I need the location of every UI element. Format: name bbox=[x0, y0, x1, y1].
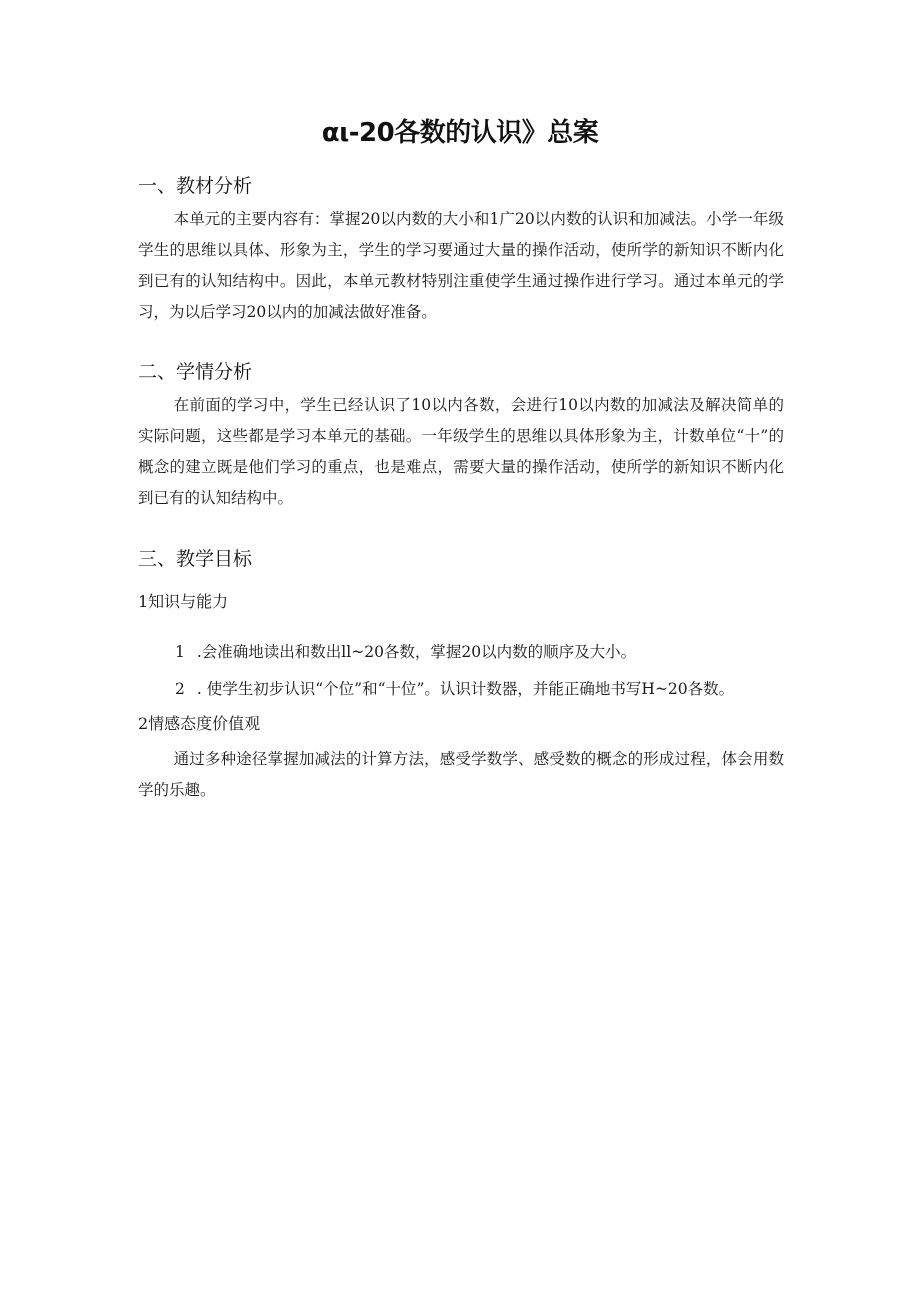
section-heading-student-analysis: 二、学情分析 bbox=[138, 361, 253, 383]
list-item-number: 1 bbox=[175, 643, 185, 661]
list-item bbox=[175, 638, 795, 666]
section-heading-textbook-analysis: 一、教材分析 bbox=[138, 175, 253, 197]
section-paragraph-textbook-analysis: 本单元的主要内容有：掌握20以内数的大小和1广20以内数的认识和加减法。小学一年级学生的思维以具体、形象为主，学生的学习要通过大量的操作活动，使所学的新知识不断内化到已有的认知结构中。因此，本单元教材特别注重使学生通过操作进行学习。通过本单元的学习，为以后学习20以内的加减法做好准备。 bbox=[138, 210, 784, 321]
subheading-knowledge-ability: 1知识与能力 bbox=[138, 592, 229, 611]
document-title: αι-20各数的认识》总案 bbox=[321, 118, 599, 148]
list-item bbox=[175, 675, 795, 703]
list-item-number: 2 bbox=[175, 680, 185, 698]
section-paragraph-emotion-values: 通过多种途径掌握加减法的计算方法，感受学数学、感受数的概念的形成过程，体会用数学的乐趣。 bbox=[138, 750, 784, 799]
list-item-text: . 使学生初步认识“个位”和“十位”。认识计数器，并能正确地书写H~20各数。 bbox=[196, 680, 735, 698]
section-paragraph-student-analysis: 在前面的学习中，学生已经认识了10以内各数，会进行10以内数的加减法及解决简单的实际问题，这些都是学习本单元的基础。一年级学生的思维以具体形象为主，计数单位“十”的概念的建立既是他们学习的重点，也是难点，需要大量的操作活动，使所学的新知识不断内化到已有的认知结构中。 bbox=[138, 396, 784, 507]
section-heading-teaching-goals: 三、教学目标 bbox=[138, 548, 253, 570]
subheading-emotion-values: 2情感态度价值观 bbox=[138, 714, 261, 733]
list-item-text: .会准确地读出和数出ll~20各数，掌握20以内数的顺序及大小。 bbox=[196, 643, 637, 661]
